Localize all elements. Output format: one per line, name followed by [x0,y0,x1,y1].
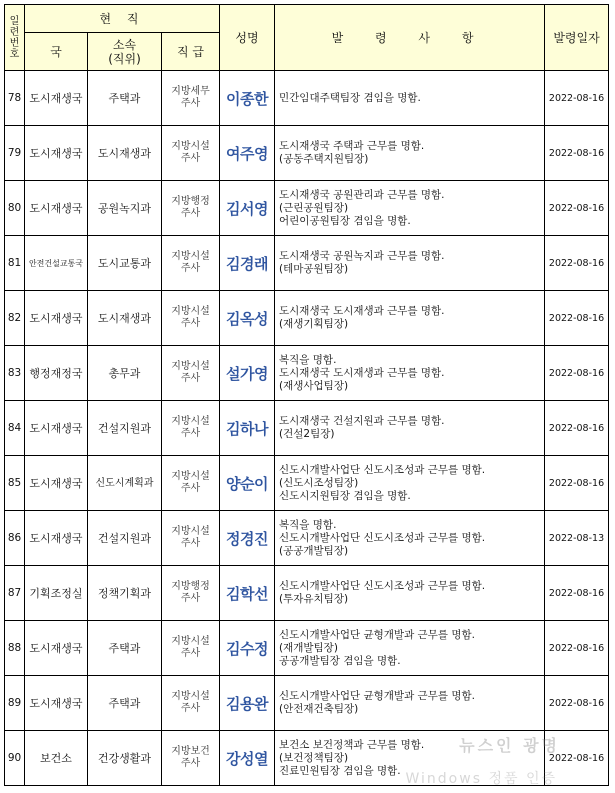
grade-cell: 지방시설 주사 [162,291,220,346]
order-line: 신도시개발사업단 신도시조성과 근무를 명함. [279,580,486,592]
orders-cell [275,126,545,181]
date-cell: 2022-08-16 [545,181,609,236]
bureau-cell: 기획조정실 [25,566,88,621]
grade-cell: 지방시설 주사 [162,511,220,566]
order-line: 진료민원팀장 겸임을 명함. [279,764,401,777]
order-line: 공공개발팀장 겸임을 명함. [279,654,401,667]
order-line: 민간임대주택팀장 겸임을 명함. [279,91,421,104]
orders-cell [275,621,545,676]
date-cell: 2022-08-16 [545,346,609,401]
order-line: 도시재생국 공원관리과 근무를 명함. [279,188,445,201]
dept-cell: 총무과 [88,346,162,401]
serial-header: 일 련 번 호 [5,5,25,71]
name-cell: 김학선 [220,566,275,621]
affiliation-header: 소속 (직위) [88,33,162,71]
dept-cell: 주택과 [88,621,162,676]
order-line: 도시재생국 도시재생과 근무를 명함. [279,305,445,317]
bureau-cell: 도시재생국 [25,291,88,346]
serial-cell: 79 [5,126,25,181]
table-row [5,511,609,566]
name-cell: 김서영 [220,181,275,236]
table-row [5,456,609,511]
order-line: (신도시조성팀장) [279,476,359,489]
table-row [5,621,609,676]
orders-cell [275,676,545,731]
grade-cell: 지방시설 주사 [162,401,220,456]
serial-cell: 87 [5,566,25,621]
order-line: 도시재생국 공원녹지과 근무를 명함. [279,250,445,262]
windows-activation-watermark: Windows 정품 인증 [405,771,557,787]
order-line: (근린공원팀장) [279,201,349,214]
dept-cell: 주택과 [88,676,162,731]
order-line: 도시재생국 주택과 근무를 명함. [279,140,425,152]
dept-cell: 건설지원과 [88,401,162,456]
bureau-cell: 보건소 [25,731,88,786]
order-line: 보건소 보건정책과 근무를 명함. [279,738,425,751]
name-cell: 강성열 [220,731,275,786]
orders-cell [275,401,545,456]
serial-cell: 88 [5,621,25,676]
order-line: (테마공원팀장) [279,263,349,275]
bureau-cell: 행정재정국 [25,346,88,401]
orders-cell [275,71,545,126]
name-cell: 김수정 [220,621,275,676]
dept-cell: 정책기획과 [88,566,162,621]
name-cell: 양순이 [220,456,275,511]
dept-cell: 도시교통과 [88,236,162,291]
serial-cell: 82 [5,291,25,346]
order-line: 신도시지원팀장 겸임을 명함. [279,489,411,502]
order-line: 어린이공원팀장 겸임을 명함. [279,214,411,227]
order-line: 복직을 명함. [279,353,337,366]
name-cell: 김용완 [220,676,275,731]
orders-cell [275,236,545,291]
name-cell: 정경진 [220,511,275,566]
serial-cell: 84 [5,401,25,456]
grade-cell: 지방시설 주사 [162,126,220,181]
bureau-cell: 안전건설교통국 [25,236,88,291]
name-cell: 김옥성 [220,291,275,346]
bureau-cell: 도시재생국 [25,621,88,676]
table-row [5,181,609,236]
dept-cell: 도시재생과 [88,291,162,346]
personnel-orders-table [4,4,609,786]
table-row [5,236,609,291]
dept-cell: 건설지원과 [88,511,162,566]
grade-cell: 지방행정 주사 [162,181,220,236]
grade-cell: 지방세무 주사 [162,71,220,126]
date-cell: 2022-08-16 [545,71,609,126]
order-line: 복직을 명함. [279,518,337,531]
grade-cell: 지방시설 주사 [162,676,220,731]
grade-cell: 지방시설 주사 [162,236,220,291]
news-watermark: 뉴스인 광명 [459,736,560,755]
order-line: (투자유치팀장) [279,593,349,605]
orders-cell [275,291,545,346]
serial-cell: 90 [5,731,25,786]
grade-cell: 지방시설 주사 [162,621,220,676]
serial-cell: 89 [5,676,25,731]
bureau-header: 국 [25,33,88,71]
dept-cell: 건강생활과 [88,731,162,786]
order-line: (공공개발팀장) [279,544,349,557]
date-cell: 2022-08-16 [545,401,609,456]
order-line: (건설2팀장) [279,428,335,440]
order-line: (재개발팀장) [279,641,338,654]
grade-cell: 지방시설 주사 [162,346,220,401]
date-cell: 2022-08-16 [545,456,609,511]
order-line: 신도시개발사업단 균형개발과 근무를 명함. [279,690,475,702]
date-cell: 2022-08-16 [545,126,609,181]
date-cell: 2022-08-13 [545,511,609,566]
date-header: 발령일자 [545,5,609,71]
order-line: 신도시개발사업단 균형개발과 근무를 명함. [279,628,475,641]
name-cell: 김경래 [220,236,275,291]
grade-cell: 지방행정 주사 [162,566,220,621]
order-line: (재생사업팀장) [279,379,349,392]
bureau-cell: 도시재생국 [25,456,88,511]
date-cell: 2022-08-16 [545,621,609,676]
bureau-cell: 도시재생국 [25,181,88,236]
table-row [5,71,609,126]
serial-cell: 83 [5,346,25,401]
orders-header: 발 령 사 항 [275,5,545,71]
order-line: (재생기획팀장) [279,318,349,330]
name-cell: 이종한 [220,71,275,126]
name-cell: 김하나 [220,401,275,456]
order-line: (안전재건축팀장) [279,703,359,715]
serial-cell: 86 [5,511,25,566]
grade-header: 직 급 [162,33,220,71]
bureau-cell: 도시재생국 [25,71,88,126]
order-line: 도시재생국 도시재생과 근무를 명함. [279,366,445,379]
serial-cell: 85 [5,456,25,511]
grade-cell: 지방시설 주사 [162,456,220,511]
name-header: 성명 [220,5,275,71]
current-position-header: 현 직 [25,5,220,33]
grade-cell: 지방보건 주사 [162,731,220,786]
table-row [5,291,609,346]
serial-cell: 80 [5,181,25,236]
bureau-cell: 도시재생국 [25,676,88,731]
order-line: 신도시개발사업단 신도시조성과 근무를 명함. [279,531,486,544]
order-line: 도시재생국 건설지원과 근무를 명함. [279,415,445,427]
date-cell: 2022-08-16 [545,731,609,786]
orders-cell [275,511,545,566]
table-row [5,401,609,456]
date-cell: 2022-08-16 [545,566,609,621]
table-row [5,566,609,621]
date-cell: 2022-08-16 [545,676,609,731]
order-line: (보건정책팀장) [279,751,349,764]
order-line: 신도시개발사업단 신도시조성과 근무를 명함. [279,463,486,476]
dept-cell: 주택과 [88,71,162,126]
date-cell: 2022-08-16 [545,291,609,346]
dept-cell: 공원녹지과 [88,181,162,236]
name-cell: 설가영 [220,346,275,401]
dept-cell: 신도시계획과 [88,456,162,511]
dept-cell: 도시재생과 [88,126,162,181]
orders-cell [275,346,545,401]
table-row [5,346,609,401]
table-body [5,71,609,786]
serial-cell: 78 [5,71,25,126]
table-row [5,126,609,181]
order-line: (공동주택지원팀장) [279,153,369,165]
name-cell: 여주영 [220,126,275,181]
bureau-cell: 도시재생국 [25,126,88,181]
orders-cell [275,566,545,621]
orders-cell [275,456,545,511]
orders-cell [275,181,545,236]
table-row [5,676,609,731]
bureau-cell: 도시재생국 [25,511,88,566]
serial-cell: 81 [5,236,25,291]
date-cell: 2022-08-16 [545,236,609,291]
bureau-cell: 도시재생국 [25,401,88,456]
